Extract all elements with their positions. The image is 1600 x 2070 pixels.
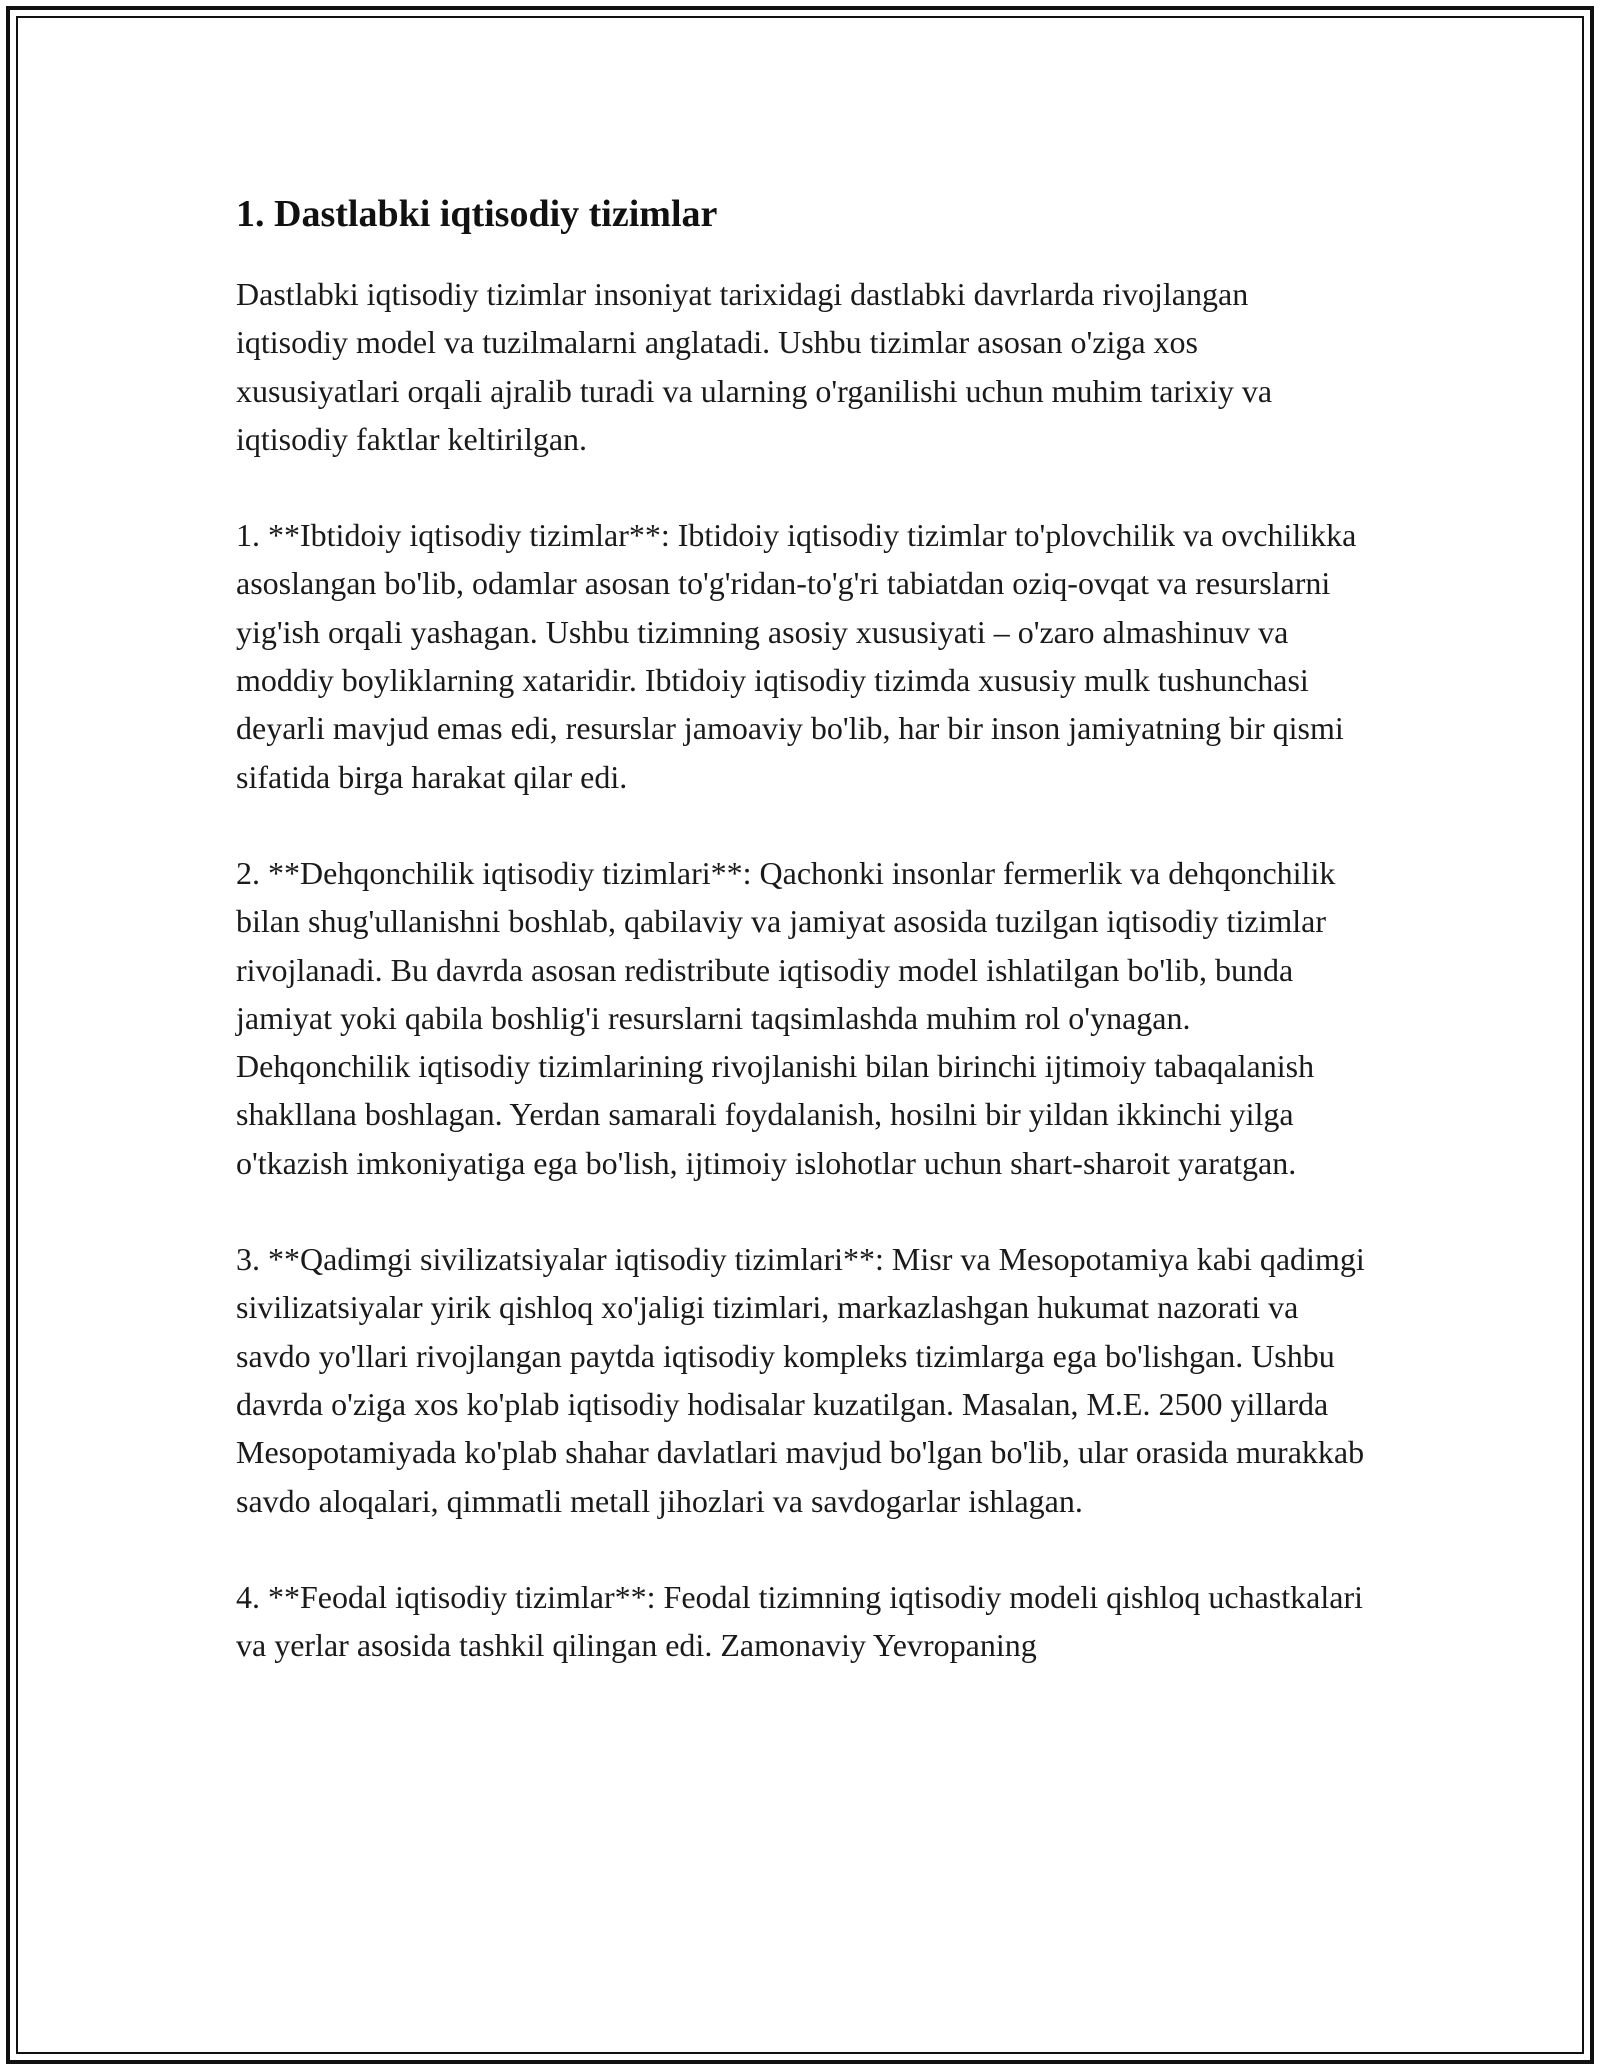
paragraph-agricultural-systems: 2. **Dehqonchilik iqtisodiy tizimlari**: Qachonki insonlar fermerlik va dehqonchilik bilan shug'ullanishni boshlab, qabilaviy va jamiyat asosida tuzilgan iqtisodiy tizimlar rivojlanadi. Bu davrda asosan redistribute iqtisodiy model ishlatilgan bo'lib, bunda jamiyat yoki qabila boshlig'i resurslarni taqsimlashda muhim rol o'ynagan. Dehqonchilik iqtisodiy tizimlarining rivojlanishi bilan birinchi ijtimoiy tabaqalanish shakllana boshlagan. Yerdan samarali foydalanish, hosilni bir yildan ikkinchi yilga o'tkazish imkoniyatiga ega bo'lish, ijtimoiy islohotlar uchun shart-sharoit yaratgan. [236, 854, 1336, 1181]
paragraph-feudal-systems: 4. **Feodal iqtisodiy tizimlar**: Feodal tizimning iqtisodiy modeli qishloq uchastkalari va yerlar asosida tashkil qilingan edi. Zamonaviy Yevropaning [236, 1578, 1363, 1664]
intro-paragraph: Dastlabki iqtisodiy tizimlar insoniyat tarixidagi dastlabki davrlarda rivojlangan iqtisodiy model va tuzilmalarni anglatadi. Ushbu tizimlar asosan o'ziga xos xususiyatlari orqali ajralib turadi va ularning o'rganilishi uchun muhim tarixiy va iqtisodiy faktlar keltirilgan. [236, 276, 1273, 457]
paragraph-primitive-systems: 1. **Ibtidoiy iqtisodiy tizimlar**: Ibtidoiy iqtisodiy tizimlar to'plovchilik va ovchilikka asoslangan bo'lib, odamlar asosan to'g'ridan-to'g'ri tabiatdan oziq-ovqat va resurslarni yig'ish orqali yashagan. Ushbu tizimning asosiy xususiyati – o'zaro almashinuv va moddiy boyliklarning xataridir. Ibtidoiy iqtisodiy tizimda xususiy mulk tushunchasi deyarli mavjud emas edi, resurslar jamoaviy bo'lib, har bir inson jamiyatning bir qismi sifatida birga harakat qilar edi. [236, 517, 1357, 795]
section-heading: 1. Dastlabki iqtisodiy tizimlar [236, 193, 718, 235]
document-body [236, 190, 1366, 1717]
paragraph-ancient-civilizations: 3. **Qadimgi sivilizatsiyalar iqtisodiy tizimlari**: Misr va Mesopotamiya kabi qadimgi sivilizatsiyalar yirik qishloq xo'jaligi tizimlari, markazlashgan hukumat nazorati va savdo yo'llari rivojlangan paytda iqtisodiy kompleks tizimlarga ega bo'lishgan. Ushbu davrda o'ziga xos ko'plab iqtisodiy hodisalar kuzatilgan. Masalan, M.E. 2500 yillarda Mesopotamiyada ko'plab shahar davlatlari mavjud bo'lgan bo'lib, ular orasida murakkab savdo aloqalari, qimmatli metall jihozlari va savdogarlar ishlagan. [236, 1241, 1365, 1519]
